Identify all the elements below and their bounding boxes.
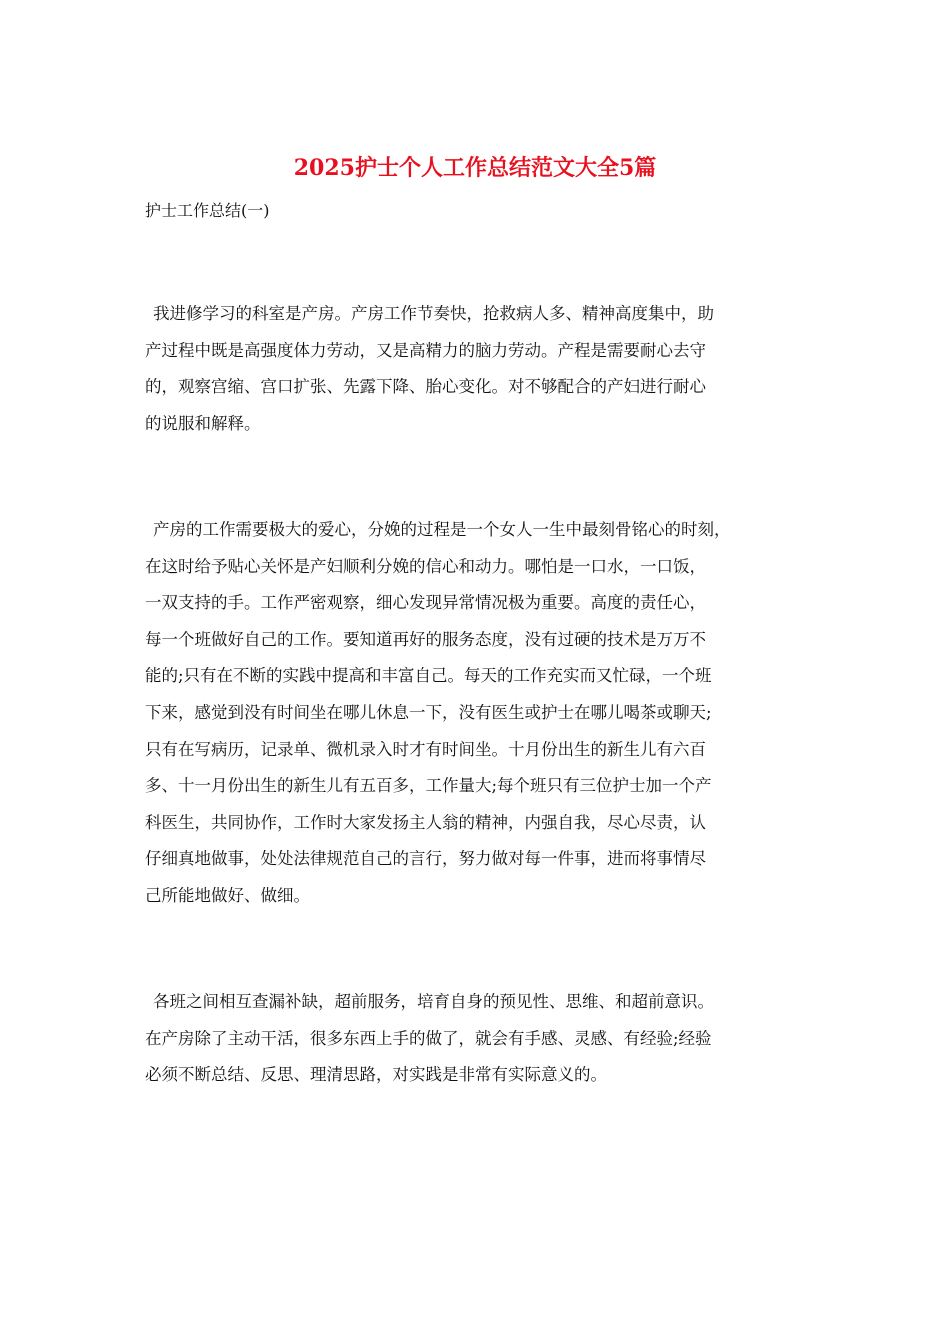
paragraph-2 [145, 512, 835, 915]
paragraph-line: 下来，感觉到没有时间坐在哪儿休息一下，没有医生或护士在哪儿喝茶或聊天; [145, 702, 712, 722]
section-subtitle: 护士工作总结(一) [145, 201, 270, 220]
paragraph-line: 产房的工作需要极大的爱心，分娩的过程是一个女人一生中最刻骨铭心的时刻， [153, 520, 731, 539]
paragraph-line: 己所能地做好、做细。 [145, 885, 310, 905]
paragraph-line: 仔细真地做事，处处法律规范自己的言行，努力做对每一件事，进而将事情尽 [145, 849, 706, 869]
paragraph-line: 一双支持的手。工作严密观察，细心发现异常情况极为重要。高度的责任心， [145, 593, 706, 613]
paragraph-line: 我进修学习的科室是产房。产房工作节奏快，抢救病人多、精神高度集中，助 [153, 304, 714, 323]
paragraph-line: 的说服和解释。 [145, 413, 261, 433]
document-title: 2025护士个人工作总结范文大全5篇 [293, 155, 657, 181]
paragraph-1 [145, 296, 835, 442]
paragraph-line: 科医生，共同协作，工作时大家发扬主人翁的精神，内强自我，尽心尽责，认 [145, 812, 706, 832]
paragraph-3 [145, 984, 835, 1094]
paragraph-line: 每一个班做好自己的工作。要知道再好的服务态度，没有过硬的技术是万万不 [145, 629, 706, 649]
paragraph-line: 在这时给予贴心关怀是产妇顺利分娩的信心和动力。哪怕是一口水，一口饭， [145, 556, 706, 576]
paragraph-line: 能的;只有在不断的实践中提高和丰富自己。每天的工作充实而又忙碌，一个班 [145, 666, 712, 686]
paragraph-line: 的，观察宫缩、宫口扩张、先露下降、胎心变化。对不够配合的产妇进行耐心 [145, 377, 706, 397]
paragraph-line: 产过程中既是高强度体力劳动，又是高精力的脑力劳动。产程是需要耐心去守 [145, 340, 706, 360]
paragraph-line: 在产房除了主动干活，很多东西上手的做了，就会有手感、灵感、有经验;经验 [145, 1028, 712, 1048]
paragraph-line: 多、十一月份出生的新生儿有五百多，工作量大;每个班只有三位护士加一个产 [145, 776, 712, 796]
paragraph-line: 各班之间相互查漏补缺，超前服务，培育自身的预见性、思维、和超前意识。 [153, 992, 714, 1011]
paragraph-line: 必须不断总结、反思、理清思路，对实践是非常有实际意义的。 [145, 1065, 607, 1085]
paragraph-line: 只有在写病历，记录单、微机录入时才有时间坐。十月份出生的新生儿有六百 [145, 739, 706, 759]
